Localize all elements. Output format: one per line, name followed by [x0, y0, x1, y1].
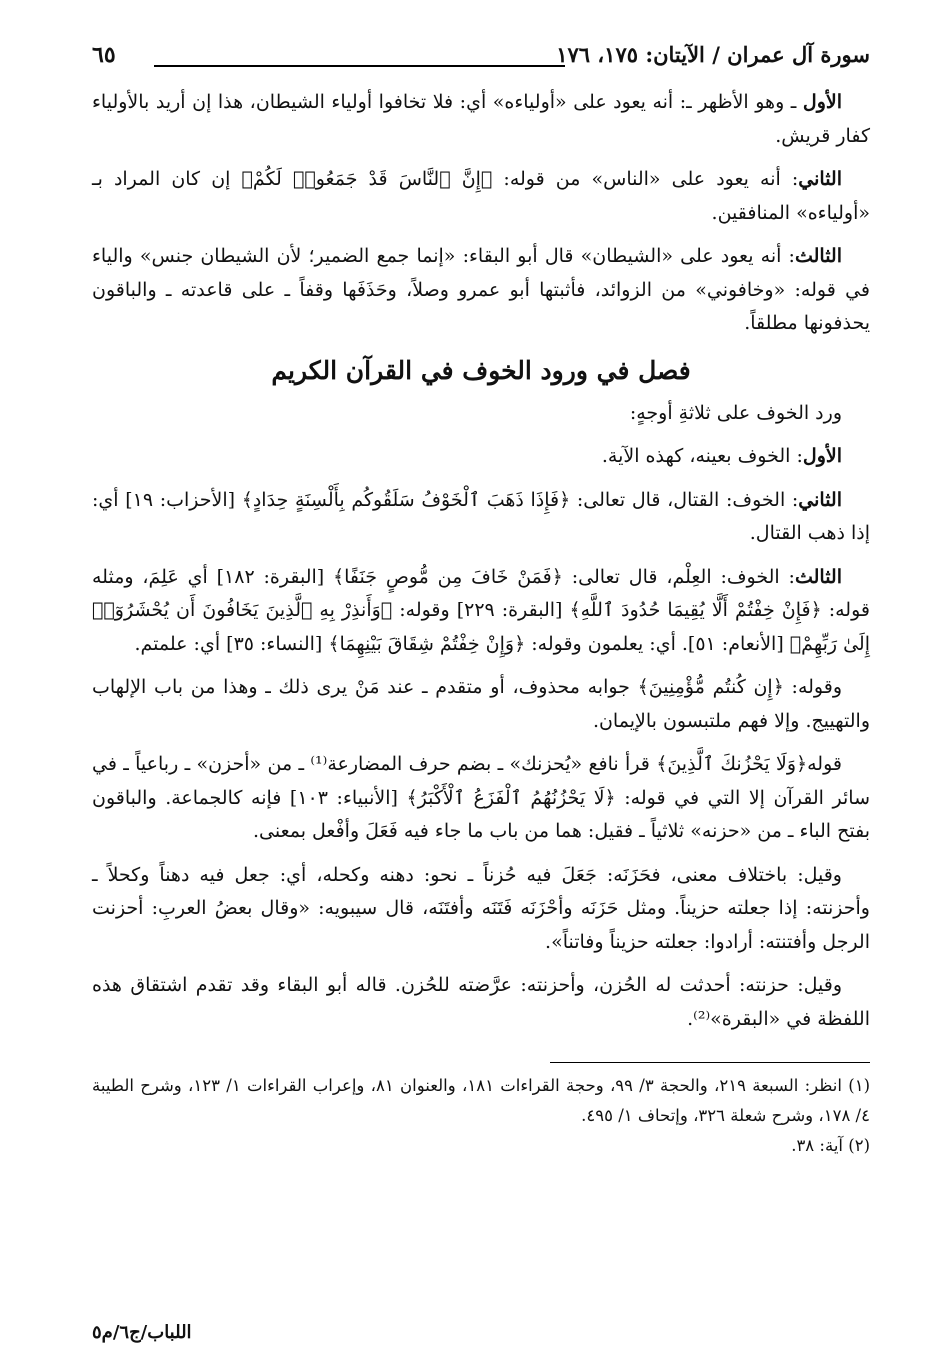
paragraph-text: : الخوف: العِلْم، قال تعالى: ﴿فَمَنْ خَافَ مِن مُّوصٍ جَنَفًا﴾ [البقرة: ١٨٢] أي عَلِمَ، ومثله قوله: ﴿فَإِنْ خِفْتُمْ أَلَّا يُقِيمَا حُدُودَ ٱللَّهِ﴾ [البقرة: ٢٢٩] وقوله: ﴿وَأَنذِرْ بِهِ ٱلَّذِينَ يَخَافُونَ أَن يُحْشَرُوٓا۟ إِلَىٰ رَبِّهِمْ﴾ [الأنعام: ٥١]. أي: يعلمون وقوله: ﴿وَإِنْ خِفْتُمْ شِقَاقَ بَيْنِهِمَا﴾ [النساء: ٣٥] أي: علمتم.	[92, 565, 870, 655]
section-paragraph	[92, 859, 870, 960]
footnote: (٢) آية: ٣٨.	[791, 1136, 870, 1155]
section-paragraph	[92, 440, 870, 474]
paragraph-second	[92, 163, 870, 230]
paragraph-text: ـ وهو الأظهر ـ: أنه يعود على «أولياءه» أي: فلا تخافوا أولياء الشيطان، هذا إن أريد بالأولياء كفار قريش.	[92, 91, 870, 147]
page-header	[92, 30, 870, 86]
paragraph-text: قوله﴿وَلَا يَحْزُنكَ ٱلَّذِينَ﴾ قرأ نافع «يُحزنك» ـ بضم حرف المضارعة⁽¹⁾ ـ من «أحزن» ـ رباعياً ـ في سائر القرآن إلا التي في قوله: ﴿لَا يَحْزُنُهُمُ ٱلْفَزَعُ ٱلْأَكْبَرُ﴾ [الأنبياء: ١٠٣] فإنه كالجماعة. والباقون بفتح الباء ـ من «حزنه» ثلاثياً ـ فقيل: هما من باب ما جاء فيه فَعَلَ وأفْعل بمعنى.	[92, 753, 870, 842]
section-paragraph	[92, 969, 870, 1036]
header-rule	[154, 65, 565, 67]
paragraph-label: الثاني	[798, 488, 842, 511]
paragraph-text: : أنه يعود على «الشيطان» قال أبو البقاء: «إنما جمع الضمير؛ لأن الشيطان جنس» والياء في قوله: «وخافوني» من الزوائد، فأثبتها أبو عمرو وصلاً، وحَذَفَها وقفاً ـ على قاعدته ـ والباقون يحذفونها مطلقاً.	[92, 245, 870, 334]
section-paragraph	[92, 484, 870, 551]
section-paragraph	[92, 397, 870, 431]
paragraph-text: : الخوف: القتال، قال تعالى: ﴿فَإِذَا ذَهَبَ ٱلْخَوْفُ سَلَقُوكُم بِأَلْسِنَةٍ حِدَادٍ﴾ [الأحزاب: ١٩] أي: إذا ذهب القتال.	[92, 488, 870, 544]
page-number: ٦٥	[92, 42, 116, 68]
footnote: (١) انظر: السبعة ٢١٩، والحجة ٣/ ٩٩، وحجة القراءات ١٨١، والعنوان ٨١، وإعراب القراءات ١/ ١٢٣، وشرح الطيبة ٤/ ١٧٨، وشرح شعلة ٣٢٦، وإتحاف ١/ ٤٩٥.	[92, 1076, 871, 1125]
section-paragraph	[92, 671, 870, 738]
paragraph-text: وقيل: باختلاف معنى، فحَزَنَه: جَعَلَ فيه حُزناً ـ نحو: دهنه وكحله، أي: جعل فيه دهناً وكحلاً ـ وأحزنته: إذا جعلته حزيناً. ومثل حَزَنَه وأحْزَنَه فَتَنَه وأفتَنَه، قال سيبويه: «وقال بعضُ العربِ: أحزنت الرجل وأفتنته: أرادوا: جعلته حزيناً وفاتناً».	[92, 863, 870, 953]
footnote-rule	[550, 1062, 870, 1063]
paragraph-label: الثالث	[794, 565, 842, 588]
paragraph-text: وقوله: ﴿إِن كُنتُم مُّؤْمِنِينَ﴾ جوابه محذوف، أو متقدم ـ عند مَنْ يرى ذلك ـ وهذا من باب الإلهاب والتهييج. وإلا فهم ملتبسون بالإيمان.	[92, 676, 870, 732]
section-paragraph	[92, 748, 870, 849]
paragraph-text: ورد الخوف على ثلاثةِ أوجهٍ:	[629, 401, 842, 424]
running-header-title: سورة آل عمران / الآيتان: ١٧٥، ١٧٦	[556, 42, 870, 67]
paragraph-text: : أنه يعود على «الناس» من قوله: ﴿إِنَّ ٱلنَّاسَ قَدْ جَمَعُوا۟ لَكُمْ﴾ إن كان المراد بـ «أولياءه» المنافقين.	[92, 168, 870, 224]
paragraph-label: الثاني	[798, 168, 842, 190]
paragraph-label: الأول	[802, 445, 842, 467]
paragraph-label: الأول	[802, 91, 842, 113]
paragraph-text: وقيل: حزنته: أحدثت له الحُزن، وأحزنته: عرَّضته للحُزن. قاله أبو البقاء وقد تقدم اشتقاق هذه اللفظة في «البقرة»⁽²⁾.	[92, 974, 870, 1030]
paragraph-first	[92, 86, 870, 153]
section-paragraph	[92, 561, 870, 662]
paragraph-third	[92, 240, 870, 341]
section-heading: فصل في ورود الخوف في القرآن الكريم	[271, 355, 691, 385]
page	[92, 30, 870, 1161]
signature-mark: اللباب/ج٦/م٥	[92, 1322, 192, 1343]
paragraph-text: : الخوف بعينه، كهذه الآية.	[601, 445, 803, 467]
paragraph-label: الثالث	[794, 245, 842, 267]
